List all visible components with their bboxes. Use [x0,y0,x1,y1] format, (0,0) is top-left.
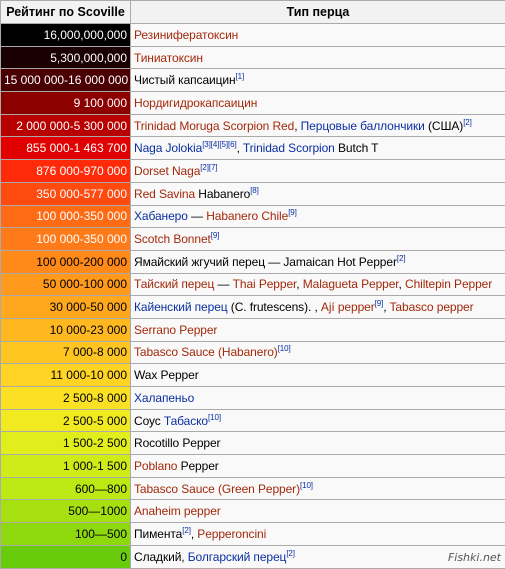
scoville-rating-cell: 500—1000 [1,500,131,523]
pepper-type-cell [131,228,505,251]
scoville-rating-cell: 855 000-1 463 700 [1,137,131,160]
table-row [1,409,505,432]
pepper-link[interactable]: Red Savina [134,187,195,201]
table-row [1,114,505,137]
table-row [1,46,505,69]
pepper-type-cell [131,455,505,478]
pepper-link[interactable]: Tabasco Sauce (Habanero) [134,345,278,359]
pepper-link[interactable]: Резинифератоксин [134,28,238,42]
pepper-text: , [399,277,405,291]
table-row [1,318,505,341]
pepper-type-cell [131,24,505,47]
pepper-text: Пимента [134,527,182,541]
table-row [1,182,505,205]
pepper-text: Ямайский жгучий перец — Jamaican Hot Pepper [134,255,397,269]
reference-link[interactable]: [2] [182,526,191,535]
pepper-link[interactable]: Chiltepin Pepper [405,277,492,291]
reference-link[interactable]: [9] [375,299,384,308]
scoville-rating-cell: 100—500 [1,523,131,546]
pepper-type-cell [131,523,505,546]
pepper-type-cell [131,273,505,296]
table-body [1,24,505,569]
scoville-rating-cell: 50 000-100 000 [1,273,131,296]
table-row [1,341,505,364]
scoville-rating-cell: 1 500-2 500 [1,432,131,455]
pepper-type-cell [131,318,505,341]
pepper-link[interactable]: Нордигидрокапсаицин [134,96,257,110]
table-row [1,500,505,523]
pepper-link[interactable]: Malagueta Pepper [303,277,399,291]
pepper-type-cell [131,69,505,92]
table-row [1,250,505,273]
pepper-type-cell [131,160,505,183]
pepper-text: Соус [134,414,164,428]
pepper-type-cell [131,46,505,69]
reference-link[interactable]: [10] [278,344,291,353]
pepper-type-cell [131,409,505,432]
scoville-rating-cell: 9 100 000 [1,92,131,115]
pepper-type-cell [131,250,505,273]
scoville-rating-cell: 876 000-970 000 [1,160,131,183]
pepper-text: , [191,527,197,541]
pepper-text: , [383,300,389,314]
pepper-link[interactable]: Болгарский перец [188,550,287,564]
reference-link[interactable]: [10] [300,481,313,490]
table-row [1,296,505,319]
pepper-type-cell [131,364,505,387]
table-row [1,92,505,115]
pepper-link[interactable]: Tabasco Sauce (Green Pepper) [134,482,300,496]
pepper-type-cell [131,500,505,523]
scoville-rating-cell: 30 000-50 000 [1,296,131,319]
pepper-link[interactable]: Poblano [134,459,177,473]
pepper-link[interactable]: Serrano Pepper [134,323,217,337]
scoville-rating-cell: 2 500-5 000 [1,409,131,432]
scoville-rating-cell: 15 000 000-16 000 000 [1,69,131,92]
pepper-link[interactable]: Scotch Bonnet [134,232,211,246]
pepper-link[interactable]: Thai Pepper [233,277,297,291]
scoville-rating-cell: 16,000,000,000 [1,24,131,47]
rating-column-header: Рейтинг по Scoville [1,1,131,24]
pepper-link[interactable]: Habanero Chile [206,209,288,223]
scoville-rating-cell: 600—800 [1,477,131,500]
scoville-rating-cell: 100 000-350 000 [1,205,131,228]
pepper-type-cell [131,114,505,137]
table-row [1,545,505,568]
table-row [1,228,505,251]
table-row [1,523,505,546]
scoville-rating-cell: 2 500-8 000 [1,387,131,410]
pepper-type-cell [131,182,505,205]
scoville-rating-cell: 1 000-1 500 [1,455,131,478]
scoville-rating-cell: 11 000-10 000 [1,364,131,387]
reference-link[interactable]: [9] [211,231,220,240]
scoville-rating-cell: 0 [1,545,131,568]
pepper-text: , [237,141,243,155]
reference-link[interactable]: [1] [236,72,245,81]
table-row [1,205,505,228]
pepper-link[interactable]: Тайский перец [134,277,214,291]
pepper-column-header: Тип перца [131,1,505,24]
pepper-type-cell [131,387,505,410]
scoville-rating-cell: 100 000-200 000 [1,250,131,273]
pepper-link[interactable]: Перцовые баллончики [301,119,425,133]
pepper-link[interactable]: Tabasco pepper [390,300,474,314]
pepper-type-cell [131,477,505,500]
table-row [1,364,505,387]
reference-link[interactable]: [2] [463,118,472,127]
header-row [1,1,505,24]
pepper-text: Чистый капсаицин [134,73,236,87]
reference-link[interactable]: [10] [208,413,221,422]
pepper-text: (C. frutescens). , [228,300,321,314]
reference-link[interactable]: [3][4][5][6] [202,140,236,149]
table-row [1,24,505,47]
scoville-rating-cell: 2 000 000-5 300 000 [1,114,131,137]
table-row [1,273,505,296]
pepper-link[interactable]: Naga Jolokia [134,141,202,155]
pepper-type-cell [131,137,505,160]
scoville-rating-cell: 100 000-350 000 [1,228,131,251]
pepper-type-cell [131,432,505,455]
pepper-link[interactable]: Кайенский перец [134,300,228,314]
pepper-link[interactable]: Dorset Naga [134,164,200,178]
pepper-link[interactable]: Trinidad Scorpion [243,141,335,155]
table-row [1,387,505,410]
pepper-text: Сладкий, [134,550,188,564]
table-row [1,432,505,455]
table-row [1,455,505,478]
reference-link[interactable]: [2][7] [200,163,217,172]
pepper-text: , [296,277,302,291]
pepper-link[interactable]: Табаско [164,414,208,428]
pepper-link[interactable]: Тиниатоксин [134,51,203,65]
table-row [1,69,505,92]
scoville-rating-cell: 7 000-8 000 [1,341,131,364]
pepper-type-cell [131,296,505,319]
scoville-rating-cell: 350 000-577 000 [1,182,131,205]
pepper-link[interactable]: Trinidad Moruga Scorpion Red [134,119,294,133]
pepper-text: Wax Pepper [134,368,199,382]
pepper-type-cell [131,341,505,364]
pepper-text: Habanero [195,187,250,201]
pepper-text: Pepper [177,459,218,473]
pepper-text: — [214,277,232,291]
reference-link[interactable]: [2] [397,254,406,263]
pepper-type-cell [131,205,505,228]
pepper-link[interactable]: Хабанеро [134,209,188,223]
pepper-text: (США) [425,119,463,133]
pepper-type-cell [131,92,505,115]
reference-link[interactable]: [8] [250,186,259,195]
pepper-link[interactable]: Pepperoncini [197,527,266,541]
pepper-text: — [188,209,206,223]
table-row [1,160,505,183]
pepper-link[interactable]: Ají pepper [321,300,375,314]
table-row [1,137,505,160]
pepper-text: , [294,119,300,133]
reference-link[interactable]: [2] [286,549,295,558]
pepper-text: Butch T [335,141,379,155]
pepper-text: Rocotillo Pepper [134,436,220,450]
pepper-link[interactable]: Anaheim pepper [134,504,221,518]
pepper-link[interactable]: Халапеньо [134,391,194,405]
table-row [1,477,505,500]
reference-link[interactable]: [9] [288,208,297,217]
scoville-rating-cell: 10 000-23 000 [1,318,131,341]
watermark: Fishki.net [448,551,501,564]
scoville-rating-cell: 5,300,000,000 [1,46,131,69]
